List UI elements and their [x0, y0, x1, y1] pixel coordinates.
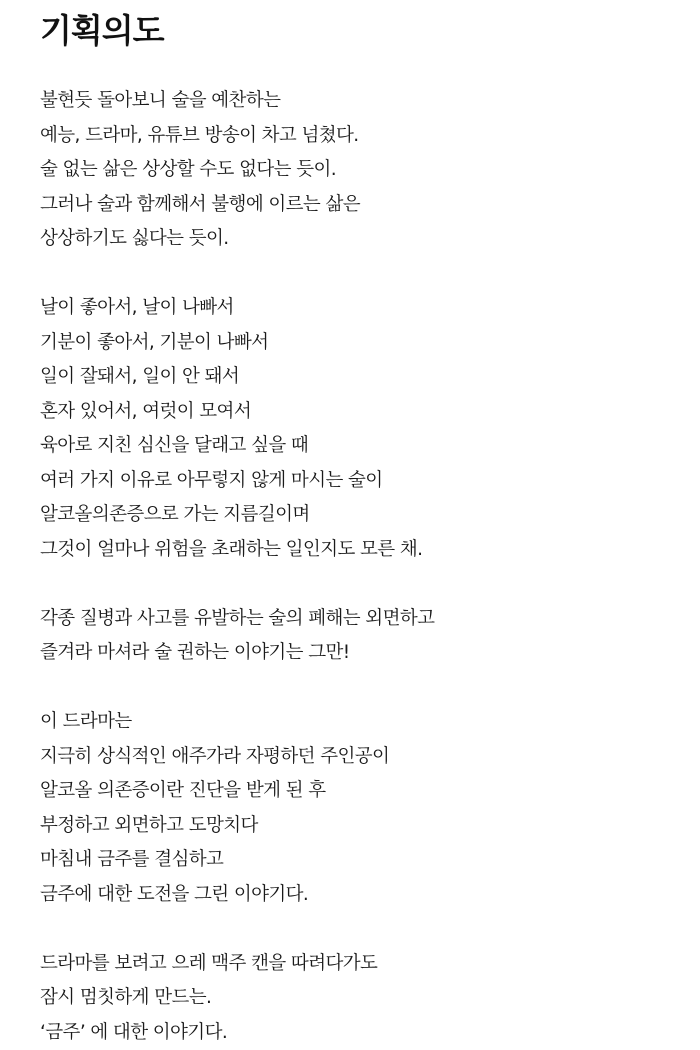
text-line: 예능, 드라마, 유튜브 방송이 차고 넘쳤다.	[40, 119, 680, 154]
text-line: 금주에 대한 도전을 그린 이야기다.	[40, 878, 680, 913]
text-line: 여러 가지 이유로 아무렇지 않게 마시는 술이	[40, 464, 680, 499]
text-line: 술 없는 삶은 상상할 수도 없다는 듯이.	[40, 153, 680, 188]
text-line: 알코올의존증으로 가는 지름길이며	[40, 498, 680, 533]
text-line: 일이 잘돼서, 일이 안 돼서	[40, 360, 680, 395]
paragraph-2	[40, 291, 680, 567]
text-line: 잠시 멈칫하게 만드는.	[40, 981, 680, 1016]
text-line: 혼자 있어서, 여럿이 모여서	[40, 395, 680, 430]
text-line: 마침내 금주를 결심하고	[40, 843, 680, 878]
paragraph-5	[40, 947, 680, 1050]
text-line: 기분이 좋아서, 기분이 나빠서	[40, 326, 680, 361]
text-line: 부정하고 외면하고 도망치다	[40, 809, 680, 844]
text-line: 이 드라마는	[40, 705, 680, 740]
document	[40, 8, 680, 1050]
page-title: 기획의도	[40, 8, 680, 54]
text-line: 각종 질병과 사고를 유발하는 술의 폐해는 외면하고	[40, 602, 680, 637]
text-line: 날이 좋아서, 날이 나빠서	[40, 291, 680, 326]
text-line: 드라마를 보려고 으레 맥주 캔을 따려다가도	[40, 947, 680, 982]
text-line: 육아로 지친 심신을 달래고 싶을 때	[40, 429, 680, 464]
paragraph-4	[40, 705, 680, 912]
text-line: 즐겨라 마셔라 술 권하는 이야기는 그만!	[40, 636, 680, 671]
paragraph-3	[40, 602, 680, 671]
text-line: ‘금주’ 에 대한 이야기다.	[40, 1016, 680, 1050]
text-line: 지극히 상식적인 애주가라 자평하던 주인공이	[40, 740, 680, 775]
text-line: 불현듯 돌아보니 술을 예찬하는	[40, 84, 680, 119]
text-line: 그러나 술과 함께해서 불행에 이르는 삶은	[40, 188, 680, 223]
body-text	[40, 84, 680, 1050]
paragraph-1	[40, 84, 680, 257]
text-line: 알코올 의존증이란 진단을 받게 된 후	[40, 774, 680, 809]
text-line: 그것이 얼마나 위험을 초래하는 일인지도 모른 채.	[40, 533, 680, 568]
text-line: 상상하기도 싫다는 듯이.	[40, 222, 680, 257]
